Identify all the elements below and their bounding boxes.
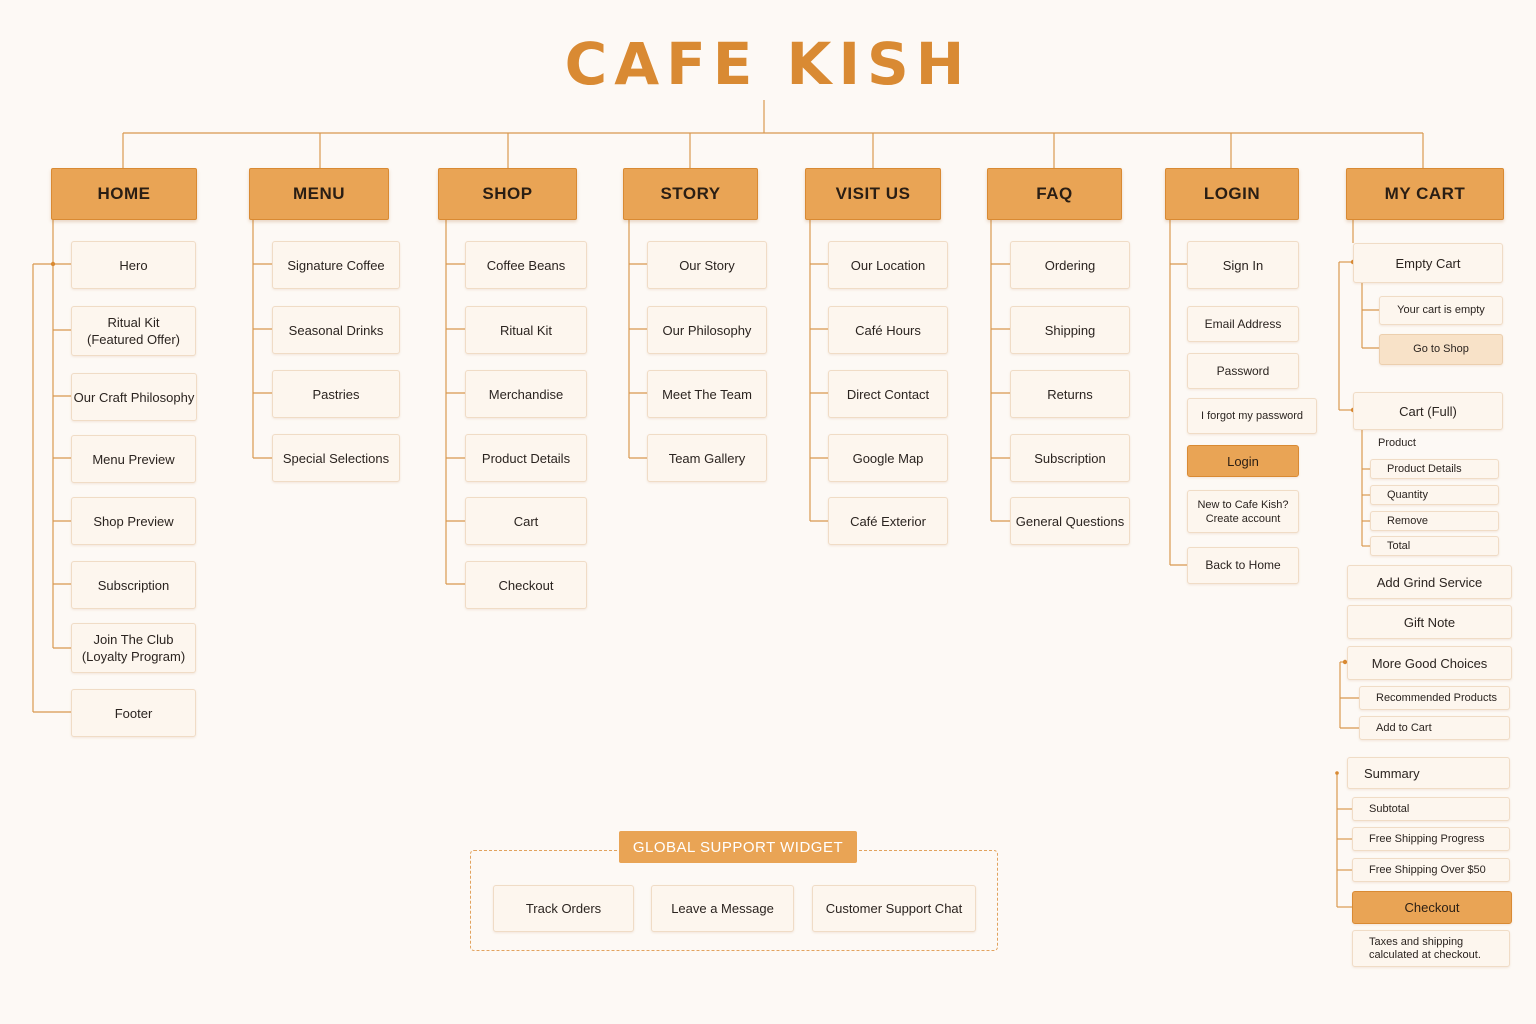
cart-summary: Summary — [1347, 757, 1510, 789]
home-join-the-club[interactable]: Join The Club (Loyalty Program) — [71, 623, 196, 673]
menu-pastries[interactable]: Pastries — [272, 370, 400, 418]
login-back-to-home[interactable]: Back to Home — [1187, 547, 1299, 584]
support-track-orders[interactable]: Track Orders — [493, 885, 634, 932]
menu-signature-coffee[interactable]: Signature Coffee — [272, 241, 400, 289]
cart-add-grind-service[interactable]: Add Grind Service — [1347, 565, 1512, 599]
story-our-story[interactable]: Our Story — [647, 241, 767, 289]
faq-ordering[interactable]: Ordering — [1010, 241, 1130, 289]
support-customer-chat[interactable]: Customer Support Chat — [812, 885, 976, 932]
home-menu-preview[interactable]: Menu Preview — [71, 435, 196, 483]
shop-coffee-beans[interactable]: Coffee Beans — [465, 241, 587, 289]
support-widget-label: GLOBAL SUPPORT WIDGET — [619, 831, 857, 863]
cart-quantity[interactable]: Quantity — [1370, 485, 1499, 505]
category-story[interactable]: STORY — [623, 168, 758, 220]
home-subscription[interactable]: Subscription — [71, 561, 196, 609]
cart-gift-note[interactable]: Gift Note — [1347, 605, 1512, 639]
login-button[interactable]: Login — [1187, 445, 1299, 477]
shop-checkout[interactable]: Checkout — [465, 561, 587, 609]
visit-direct-contact[interactable]: Direct Contact — [828, 370, 948, 418]
support-leave-message[interactable]: Leave a Message — [651, 885, 794, 932]
cart-empty-message: Your cart is empty — [1379, 296, 1503, 325]
visit-cafe-exterior[interactable]: Café Exterior — [828, 497, 948, 545]
category-menu[interactable]: MENU — [249, 168, 389, 220]
cart-free-shipping-progress: Free Shipping Progress — [1352, 827, 1510, 851]
shop-ritual-kit[interactable]: Ritual Kit — [465, 306, 587, 354]
login-forgot-password[interactable]: I forgot my password — [1187, 398, 1317, 434]
login-sign-in[interactable]: Sign In — [1187, 241, 1299, 289]
home-ritual-kit[interactable]: Ritual Kit (Featured Offer) — [71, 306, 196, 356]
story-our-philosophy[interactable]: Our Philosophy — [647, 306, 767, 354]
cart-more-good-choices[interactable]: More Good Choices — [1347, 646, 1512, 680]
menu-special-selections[interactable]: Special Selections — [272, 434, 400, 482]
category-faq[interactable]: FAQ — [987, 168, 1122, 220]
cart-remove[interactable]: Remove — [1370, 511, 1499, 531]
home-shop-preview[interactable]: Shop Preview — [71, 497, 196, 545]
category-visit-us[interactable]: VISIT US — [805, 168, 941, 220]
login-password[interactable]: Password — [1187, 353, 1299, 389]
cart-subtotal: Subtotal — [1352, 797, 1510, 821]
visit-cafe-hours[interactable]: Café Hours — [828, 306, 948, 354]
cart-checkout-button[interactable]: Checkout — [1352, 891, 1512, 924]
cart-go-to-shop[interactable]: Go to Shop — [1379, 334, 1503, 365]
story-meet-the-team[interactable]: Meet The Team — [647, 370, 767, 418]
login-email-address[interactable]: Email Address — [1187, 306, 1299, 342]
cart-full[interactable]: Cart (Full) — [1353, 392, 1503, 430]
faq-general-questions[interactable]: General Questions — [1010, 497, 1130, 545]
cart-taxes-note: Taxes and shipping calculated at checkout. — [1352, 930, 1510, 967]
cart-product-label: Product — [1378, 437, 1416, 449]
category-home[interactable]: HOME — [51, 168, 197, 220]
faq-subscription[interactable]: Subscription — [1010, 434, 1130, 482]
visit-our-location[interactable]: Our Location — [828, 241, 948, 289]
shop-cart[interactable]: Cart — [465, 497, 587, 545]
site-title: CAFE KISH — [564, 30, 972, 98]
story-team-gallery[interactable]: Team Gallery — [647, 434, 767, 482]
home-hero[interactable]: Hero — [71, 241, 196, 289]
visit-google-map[interactable]: Google Map — [828, 434, 948, 482]
cart-total: Total — [1370, 536, 1499, 556]
login-create-account[interactable]: New to Cafe Kish? Create account — [1187, 490, 1299, 533]
cart-empty-cart[interactable]: Empty Cart — [1353, 243, 1503, 283]
category-my-cart[interactable]: MY CART — [1346, 168, 1504, 220]
shop-merchandise[interactable]: Merchandise — [465, 370, 587, 418]
cart-free-shipping-over: Free Shipping Over $50 — [1352, 858, 1510, 882]
category-login[interactable]: LOGIN — [1165, 168, 1299, 220]
category-shop[interactable]: SHOP — [438, 168, 577, 220]
shop-product-details[interactable]: Product Details — [465, 434, 587, 482]
cart-product-details[interactable]: Product Details — [1370, 459, 1499, 479]
home-craft-philosophy[interactable]: Our Craft Philosophy — [71, 373, 197, 421]
faq-returns[interactable]: Returns — [1010, 370, 1130, 418]
cart-add-to-cart[interactable]: Add to Cart — [1359, 716, 1510, 740]
menu-seasonal-drinks[interactable]: Seasonal Drinks — [272, 306, 400, 354]
faq-shipping[interactable]: Shipping — [1010, 306, 1130, 354]
home-footer[interactable]: Footer — [71, 689, 196, 737]
cart-recommended-products[interactable]: Recommended Products — [1359, 686, 1510, 710]
